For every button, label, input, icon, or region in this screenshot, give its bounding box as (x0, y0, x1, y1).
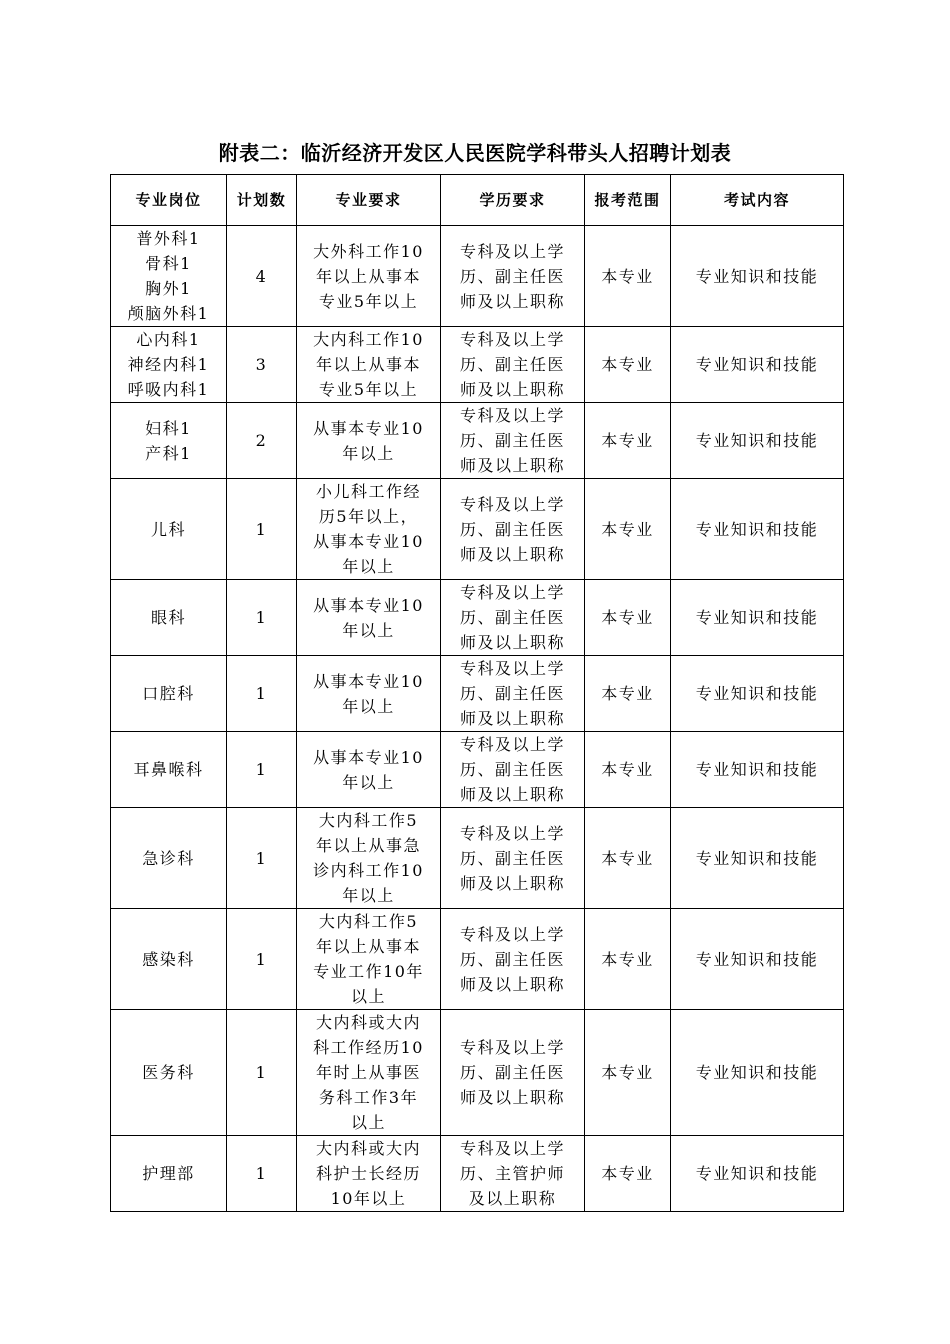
cell-position (111, 656, 227, 732)
cell-education-requirement-line: 师及以上职称 (459, 291, 565, 311)
cell-major-requirement-line: 年以上 (342, 620, 395, 640)
cell-position-line: 口腔科 (142, 684, 195, 703)
cell-major-requirement-line: 从事本专业10 (313, 418, 424, 438)
cell-scope: 本专业 (585, 656, 671, 732)
cell-position-line: 儿科 (150, 519, 186, 539)
cell-major-requirement-line: 从事本专业10 (313, 671, 424, 691)
cell-count: 1 (227, 580, 297, 656)
cell-major-requirement (297, 1136, 441, 1212)
cell-exam-content: 专业知识和技能 (671, 479, 844, 580)
cell-exam-content: 专业知识和技能 (671, 327, 844, 403)
cell-major-requirement-line: 从事本专业10 (313, 595, 424, 615)
cell-major-requirement-line: 年以上从事本 (315, 355, 421, 374)
cell-education-requirement (441, 226, 585, 327)
cell-scope: 本专业 (585, 403, 671, 479)
table-body (111, 226, 844, 1212)
cell-count: 4 (227, 226, 297, 327)
table-header-row (111, 175, 844, 226)
cell-count: 3 (227, 327, 297, 403)
cell-scope: 本专业 (585, 226, 671, 327)
table-row (111, 909, 844, 1010)
cell-scope: 本专业 (585, 1010, 671, 1136)
cell-position (111, 479, 227, 580)
cell-major-requirement-line: 专业5年以上 (318, 380, 419, 399)
table-row (111, 479, 844, 580)
cell-position-line: 心内科1 (136, 330, 201, 349)
cell-education-requirement (441, 403, 585, 479)
table-row (111, 1136, 844, 1212)
table-row (111, 226, 844, 327)
cell-position-line: 感染科 (142, 949, 195, 969)
cell-education-requirement-line: 专科及以上学 (459, 823, 565, 843)
cell-exam-content: 专业知识和技能 (671, 656, 844, 732)
cell-count: 1 (227, 1010, 297, 1136)
cell-education-requirement-line: 历、副主任医 (459, 760, 565, 779)
cell-exam-content: 专业知识和技能 (671, 1136, 844, 1212)
cell-major-requirement (297, 909, 441, 1010)
cell-exam-content: 专业知识和技能 (671, 1010, 844, 1136)
cell-exam-content: 专业知识和技能 (671, 226, 844, 327)
cell-education-requirement (441, 327, 585, 403)
table-row (111, 1010, 844, 1136)
cell-education-requirement (441, 808, 585, 909)
cell-position-line: 神经内科1 (127, 355, 210, 374)
cell-education-requirement-line: 历、副主任医 (459, 1063, 565, 1082)
cell-education-requirement-line: 及以上职称 (468, 1189, 557, 1208)
cell-position-line: 胸外1 (145, 279, 192, 298)
cell-education-requirement (441, 479, 585, 580)
cell-major-requirement-line: 诊内科工作10 (313, 861, 424, 880)
cell-major-requirement-line: 以上 (350, 1113, 386, 1132)
cell-education-requirement (441, 1010, 585, 1136)
cell-major-requirement-line: 从事本专业10 (313, 532, 424, 551)
cell-scope: 本专业 (585, 909, 671, 1010)
cell-education-requirement-line: 师及以上职称 (459, 785, 565, 804)
cell-position (111, 909, 227, 1010)
cell-major-requirement-line: 大内科工作5 (318, 811, 419, 830)
cell-education-requirement-line: 师及以上职称 (459, 873, 565, 893)
cell-major-requirement-line: 科护士长经历 (315, 1164, 421, 1183)
cell-education-requirement-line: 师及以上职称 (459, 633, 565, 652)
cell-education-requirement-line: 专科及以上学 (459, 583, 565, 602)
cell-education-requirement-line: 专科及以上学 (459, 1038, 565, 1057)
cell-major-requirement-line: 科工作经历10 (313, 1038, 424, 1057)
cell-position (111, 1136, 227, 1212)
cell-education-requirement-line: 历、副主任医 (459, 684, 565, 703)
cell-major-requirement-line: 务科工作3年 (318, 1088, 419, 1107)
cell-scope: 本专业 (585, 1136, 671, 1212)
cell-major-requirement-line: 年以上 (342, 886, 395, 905)
cell-position-line: 产科1 (145, 443, 192, 463)
cell-education-requirement-line: 专科及以上学 (459, 406, 565, 425)
cell-education-requirement (441, 909, 585, 1010)
cell-education-requirement-line: 专科及以上学 (459, 1139, 565, 1158)
cell-scope: 本专业 (585, 808, 671, 909)
cell-education-requirement-line: 专科及以上学 (459, 494, 565, 514)
cell-major-requirement-line: 从事本专业10 (313, 747, 424, 767)
cell-scope: 本专业 (585, 580, 671, 656)
cell-education-requirement (441, 580, 585, 656)
cell-major-requirement-line: 大内科工作10 (313, 330, 424, 349)
cell-major-requirement-line: 小儿科工作经 (315, 482, 421, 501)
cell-position (111, 226, 227, 327)
cell-count: 2 (227, 403, 297, 479)
cell-position-line: 耳鼻喉科 (133, 760, 204, 779)
cell-major-requirement (297, 226, 441, 327)
cell-education-requirement-line: 历、副主任医 (459, 608, 565, 627)
cell-exam-content: 专业知识和技能 (671, 909, 844, 1010)
cell-education-requirement-line: 历、副主任医 (459, 519, 565, 539)
header-count: 计划数 (227, 175, 297, 226)
cell-education-requirement-line: 师及以上职称 (459, 544, 565, 564)
recruitment-plan-table (110, 174, 844, 1212)
page-title: 附表二：临沂经济开发区人民医院学科带头人招聘计划表 (218, 141, 732, 165)
cell-education-requirement-line: 专科及以上学 (459, 924, 565, 944)
cell-major-requirement-line: 年以上 (342, 443, 395, 463)
cell-major-requirement-line: 年以上从事本 (315, 937, 421, 956)
cell-education-requirement-line: 专科及以上学 (459, 735, 565, 754)
header-position: 专业岗位 (111, 175, 227, 226)
cell-major-requirement-line: 年以上 (342, 696, 395, 716)
cell-major-requirement-line: 年以上从事急 (315, 836, 421, 855)
cell-exam-content: 专业知识和技能 (671, 732, 844, 808)
header-major-requirement: 专业要求 (297, 175, 441, 226)
cell-major-requirement-line: 专业工作10年 (313, 962, 424, 981)
cell-position (111, 403, 227, 479)
cell-position (111, 808, 227, 909)
cell-scope: 本专业 (585, 479, 671, 580)
table-row (111, 656, 844, 732)
cell-major-requirement-line: 以上 (350, 987, 386, 1006)
cell-count: 1 (227, 656, 297, 732)
cell-position-line: 眼科 (150, 608, 186, 627)
cell-position-line: 医务科 (142, 1063, 195, 1082)
cell-education-requirement-line: 师及以上职称 (459, 456, 565, 475)
header-education-requirement: 学历要求 (441, 175, 585, 226)
cell-scope: 本专业 (585, 732, 671, 808)
cell-education-requirement (441, 1136, 585, 1212)
cell-major-requirement-line: 大外科工作10 (313, 241, 424, 261)
cell-education-requirement-line: 历、副主任医 (459, 266, 565, 286)
cell-major-requirement (297, 656, 441, 732)
cell-exam-content: 专业知识和技能 (671, 580, 844, 656)
cell-position-line: 呼吸内科1 (127, 380, 210, 399)
cell-position-line: 普外科1 (136, 229, 201, 248)
cell-education-requirement-line: 师及以上职称 (459, 974, 565, 994)
cell-education-requirement-line: 专科及以上学 (459, 241, 565, 261)
cell-major-requirement-line: 年以上从事本 (315, 266, 421, 286)
cell-education-requirement-line: 历、副主任医 (459, 848, 565, 868)
cell-count: 1 (227, 808, 297, 909)
cell-major-requirement-line: 年以上 (342, 772, 395, 792)
cell-position (111, 580, 227, 656)
cell-major-requirement-line: 大内科或大内 (315, 1139, 421, 1158)
cell-major-requirement (297, 808, 441, 909)
cell-education-requirement (441, 732, 585, 808)
cell-major-requirement-line: 年时上从事医 (315, 1063, 421, 1082)
cell-major-requirement-line: 专业5年以上 (318, 291, 419, 311)
cell-exam-content: 专业知识和技能 (671, 403, 844, 479)
cell-major-requirement (297, 1010, 441, 1136)
cell-education-requirement-line: 历、副主任医 (459, 355, 565, 374)
cell-position-line: 骨科1 (145, 254, 192, 273)
cell-education-requirement (441, 656, 585, 732)
cell-major-requirement-line: 大内科或大内 (315, 1013, 421, 1032)
cell-major-requirement (297, 580, 441, 656)
cell-major-requirement (297, 327, 441, 403)
cell-position (111, 327, 227, 403)
header-scope: 报考范围 (585, 175, 671, 226)
cell-major-requirement-line: 10年以上 (330, 1189, 407, 1208)
cell-exam-content: 专业知识和技能 (671, 808, 844, 909)
cell-position-line: 急诊科 (142, 848, 195, 868)
cell-count: 1 (227, 479, 297, 580)
table-row (111, 580, 844, 656)
cell-education-requirement-line: 专科及以上学 (459, 659, 565, 678)
cell-position-line: 颅脑外科1 (127, 304, 210, 323)
cell-education-requirement-line: 历、主管护师 (459, 1164, 565, 1183)
header-exam-content: 考试内容 (671, 175, 844, 226)
cell-count: 1 (227, 1136, 297, 1212)
table-row (111, 327, 844, 403)
cell-major-requirement-line: 历5年以上， (318, 507, 419, 526)
cell-education-requirement-line: 历、副主任医 (459, 431, 565, 450)
cell-major-requirement-line: 年以上 (342, 557, 395, 576)
table-row (111, 732, 844, 808)
cell-education-requirement-line: 专科及以上学 (459, 330, 565, 349)
cell-education-requirement-line: 师及以上职称 (459, 1088, 565, 1107)
cell-education-requirement-line: 师及以上职称 (459, 709, 565, 728)
cell-major-requirement (297, 732, 441, 808)
cell-position (111, 1010, 227, 1136)
cell-position-line: 护理部 (142, 1164, 195, 1183)
cell-major-requirement (297, 403, 441, 479)
table-row (111, 808, 844, 909)
cell-major-requirement (297, 479, 441, 580)
cell-education-requirement-line: 历、副主任医 (459, 949, 565, 969)
cell-major-requirement-line: 大内科工作5 (318, 912, 419, 931)
cell-scope: 本专业 (585, 327, 671, 403)
cell-count: 1 (227, 732, 297, 808)
cell-count: 1 (227, 909, 297, 1010)
cell-education-requirement-line: 师及以上职称 (459, 380, 565, 399)
cell-position-line: 妇科1 (145, 418, 192, 438)
cell-position (111, 732, 227, 808)
table-row (111, 403, 844, 479)
